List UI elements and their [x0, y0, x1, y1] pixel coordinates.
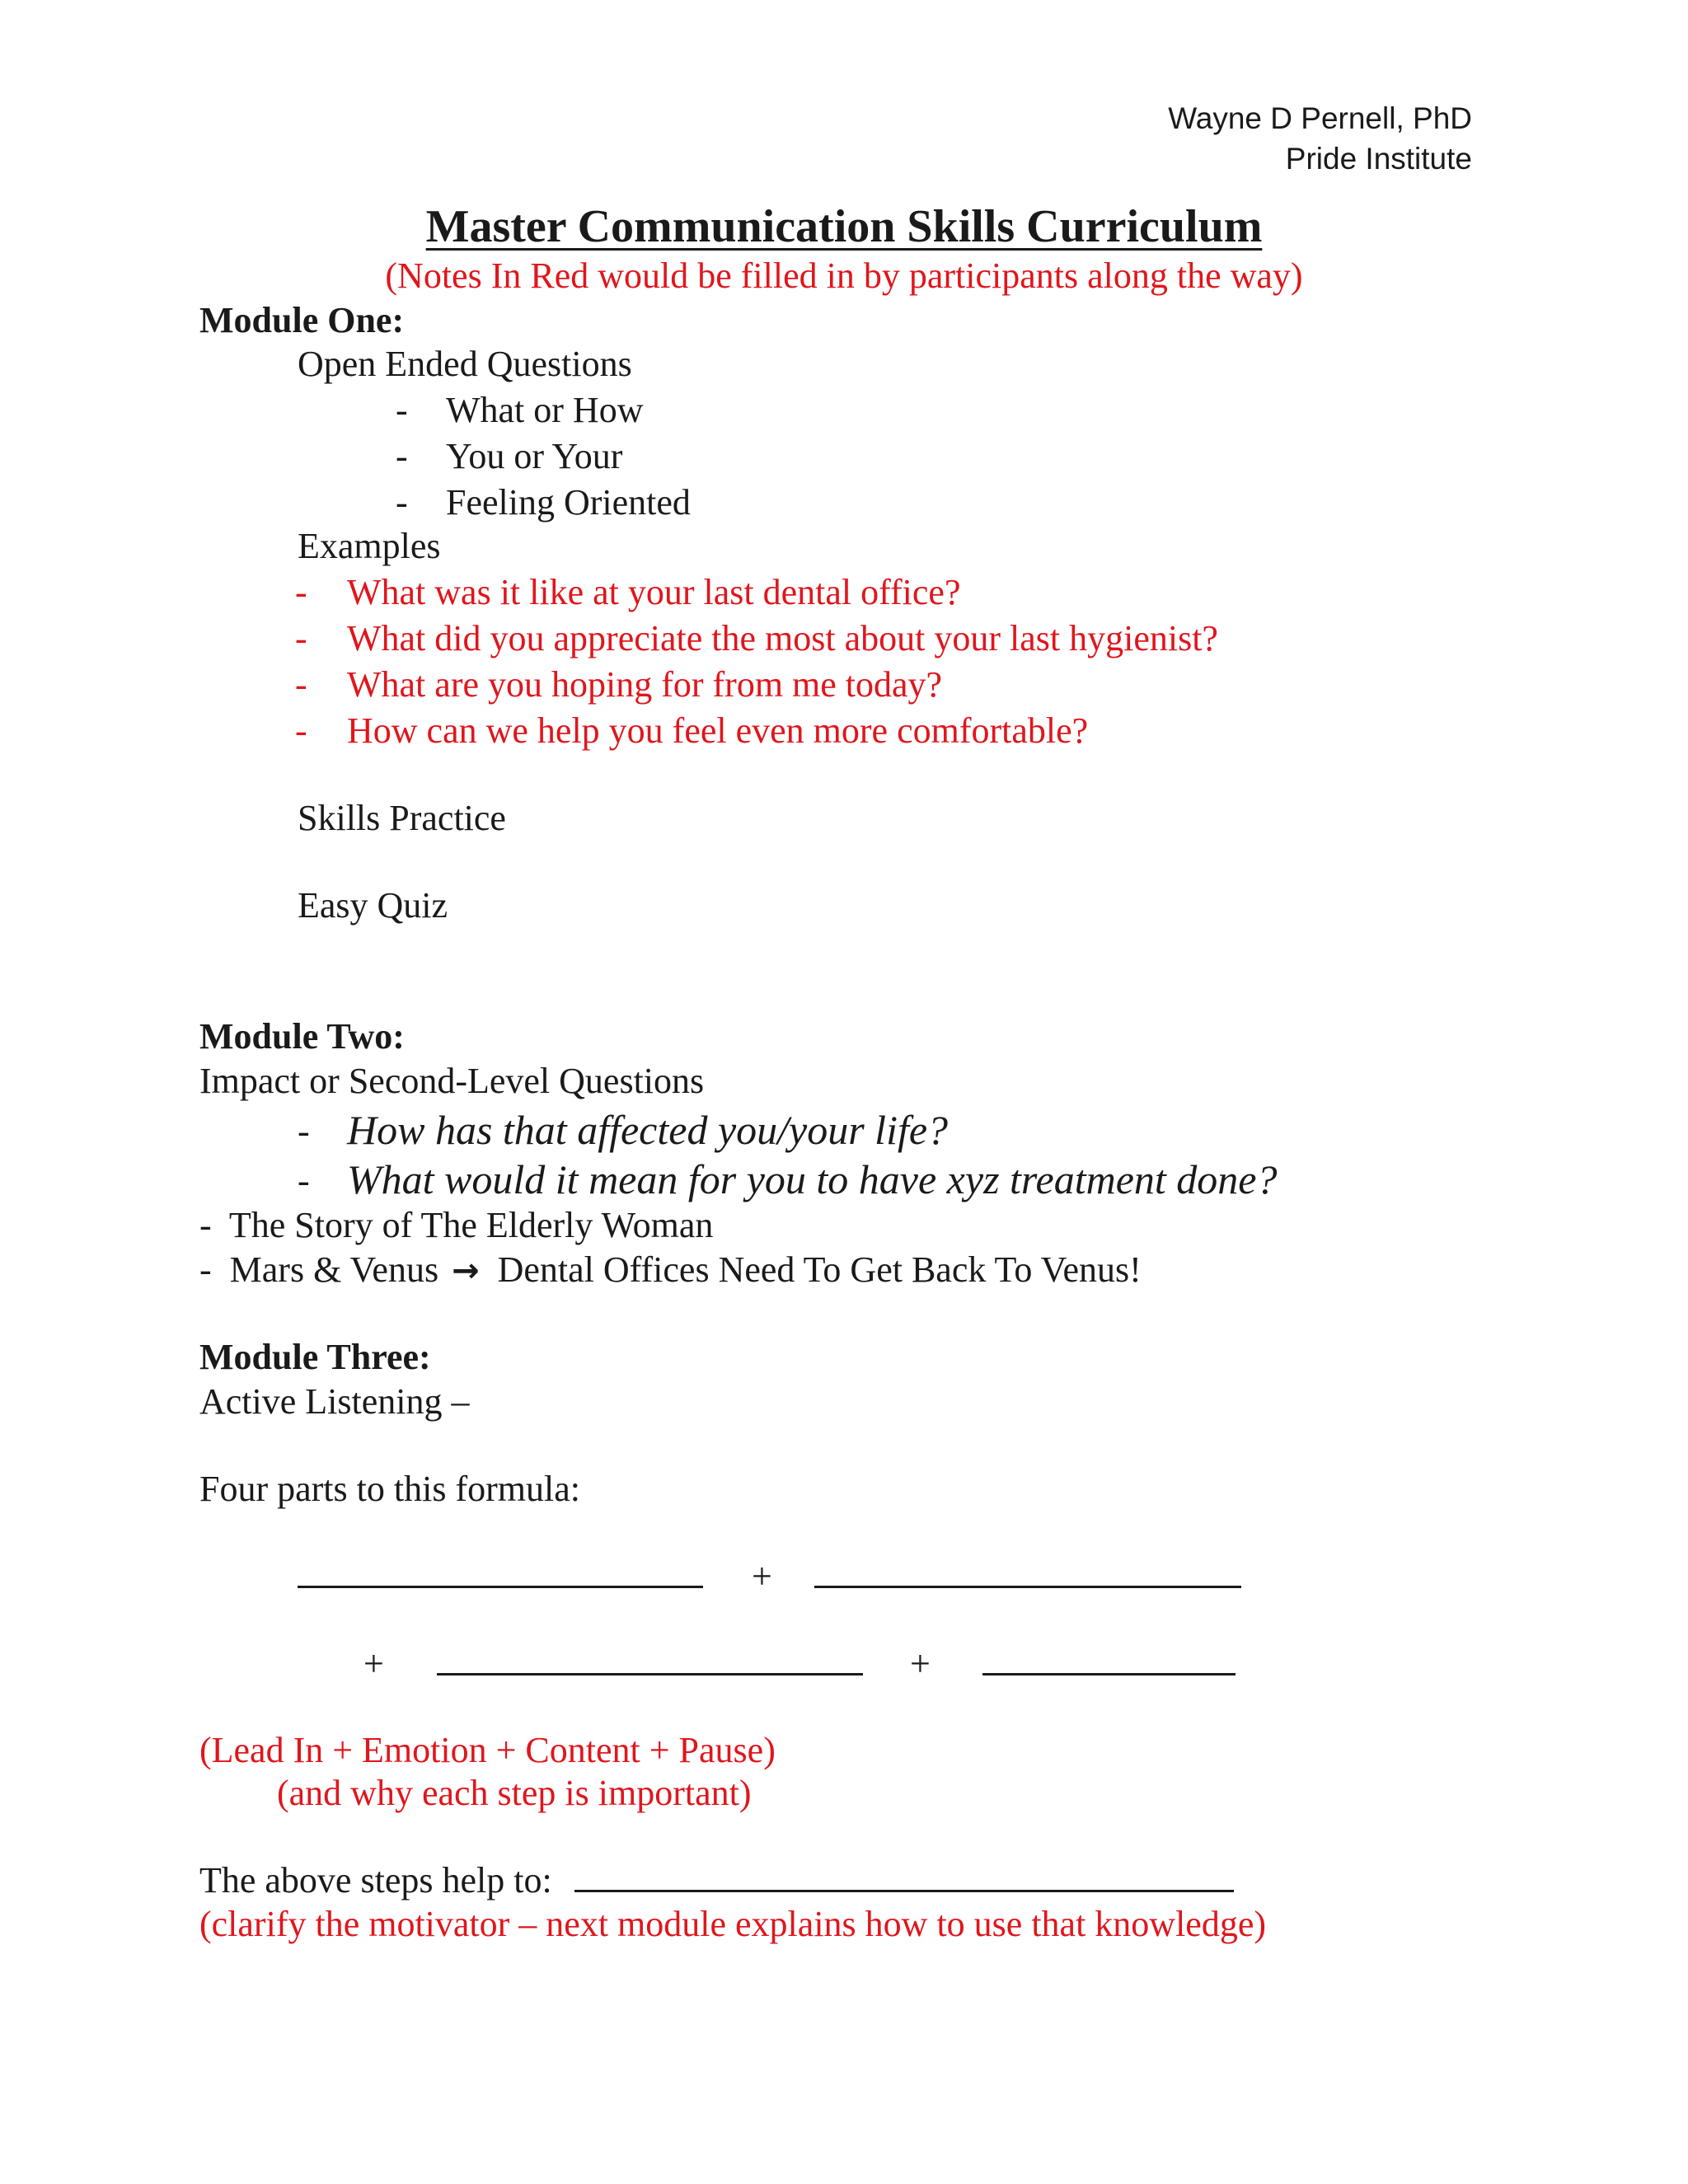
story-item	[199, 1207, 713, 1244]
module-one-topic: Open Ended Questions	[298, 344, 632, 384]
formula-note: (and why each step is important)	[277, 1773, 752, 1813]
skills-practice: Skills Practice	[298, 798, 506, 838]
examples-label: Examples	[298, 526, 441, 566]
steps-help-answer: (clarify the motivator – next module explains how to use that knowledge)	[199, 1904, 1267, 1944]
subtitle-note: (Notes In Red would be filled in by participants along the way)	[385, 255, 1303, 296]
formula-blank[interactable]	[982, 1673, 1236, 1675]
module-three-heading: Module Three:	[199, 1337, 431, 1377]
bullet-dash: -	[396, 390, 408, 430]
impact-question: What would it mean for you to have xyz treatment done?	[347, 1156, 1278, 1202]
bullet-dash: -	[295, 572, 307, 612]
formula-intro: Four parts to this formula:	[199, 1469, 580, 1509]
formula-answer: (Lead In + Emotion + Content + Pause)	[199, 1730, 776, 1770]
mars-venus-item	[199, 1249, 1142, 1290]
bullet-dash: -	[199, 1249, 212, 1290]
module-three-topic: Active Listening –	[199, 1381, 470, 1422]
bullet-dash: -	[298, 1160, 310, 1201]
steps-help-blank[interactable]	[574, 1890, 1234, 1892]
module-two-topic: Impact or Second-Level Questions	[199, 1061, 705, 1101]
formula-blank[interactable]	[298, 1586, 703, 1588]
mars-venus-right: Dental Offices Need To Get Back To Venus!	[497, 1249, 1142, 1290]
example-item: What are you hoping for from me today?	[347, 664, 943, 705]
impact-question: How has that affected you/your life?	[347, 1107, 949, 1153]
example-item: How can we help you feel even more comfortable?	[347, 710, 1089, 751]
author-name: Wayne D Pernell, PhD	[1168, 101, 1472, 135]
formula-blank[interactable]	[814, 1586, 1241, 1588]
document-title: Master Communication Skills Curriculum	[425, 201, 1263, 252]
steps-help-label: The above steps help to:	[199, 1860, 552, 1900]
organization-name: Pride Institute	[1285, 142, 1472, 176]
formula-blank[interactable]	[437, 1673, 863, 1675]
easy-quiz: Easy Quiz	[298, 885, 448, 926]
bullet-dash: -	[295, 618, 307, 658]
bullet-dash: -	[396, 436, 408, 476]
bullet-dash: -	[298, 1111, 310, 1151]
point-item: What or How	[446, 390, 644, 430]
example-item: What was it like at your last dental office?	[347, 572, 961, 612]
example-item: What did you appreciate the most about your last hygienist?	[347, 618, 1218, 658]
bullet-dash: -	[295, 710, 307, 751]
story-text: The Story of The Elderly Woman	[228, 1205, 714, 1245]
bullet-dash: -	[199, 1205, 212, 1245]
bullet-dash: -	[295, 664, 307, 705]
point-item: Feeling Oriented	[446, 482, 691, 523]
plus-sign: +	[752, 1556, 772, 1596]
arrow-right-icon: →	[452, 1252, 480, 1290]
module-one-heading: Module One:	[199, 300, 405, 340]
mars-venus-left: Mars & Venus	[229, 1249, 439, 1290]
plus-sign: +	[363, 1643, 384, 1684]
point-item: You or Your	[446, 436, 623, 476]
bullet-dash: -	[396, 482, 408, 523]
plus-sign: +	[910, 1643, 931, 1684]
module-two-heading: Module Two:	[199, 1016, 405, 1057]
